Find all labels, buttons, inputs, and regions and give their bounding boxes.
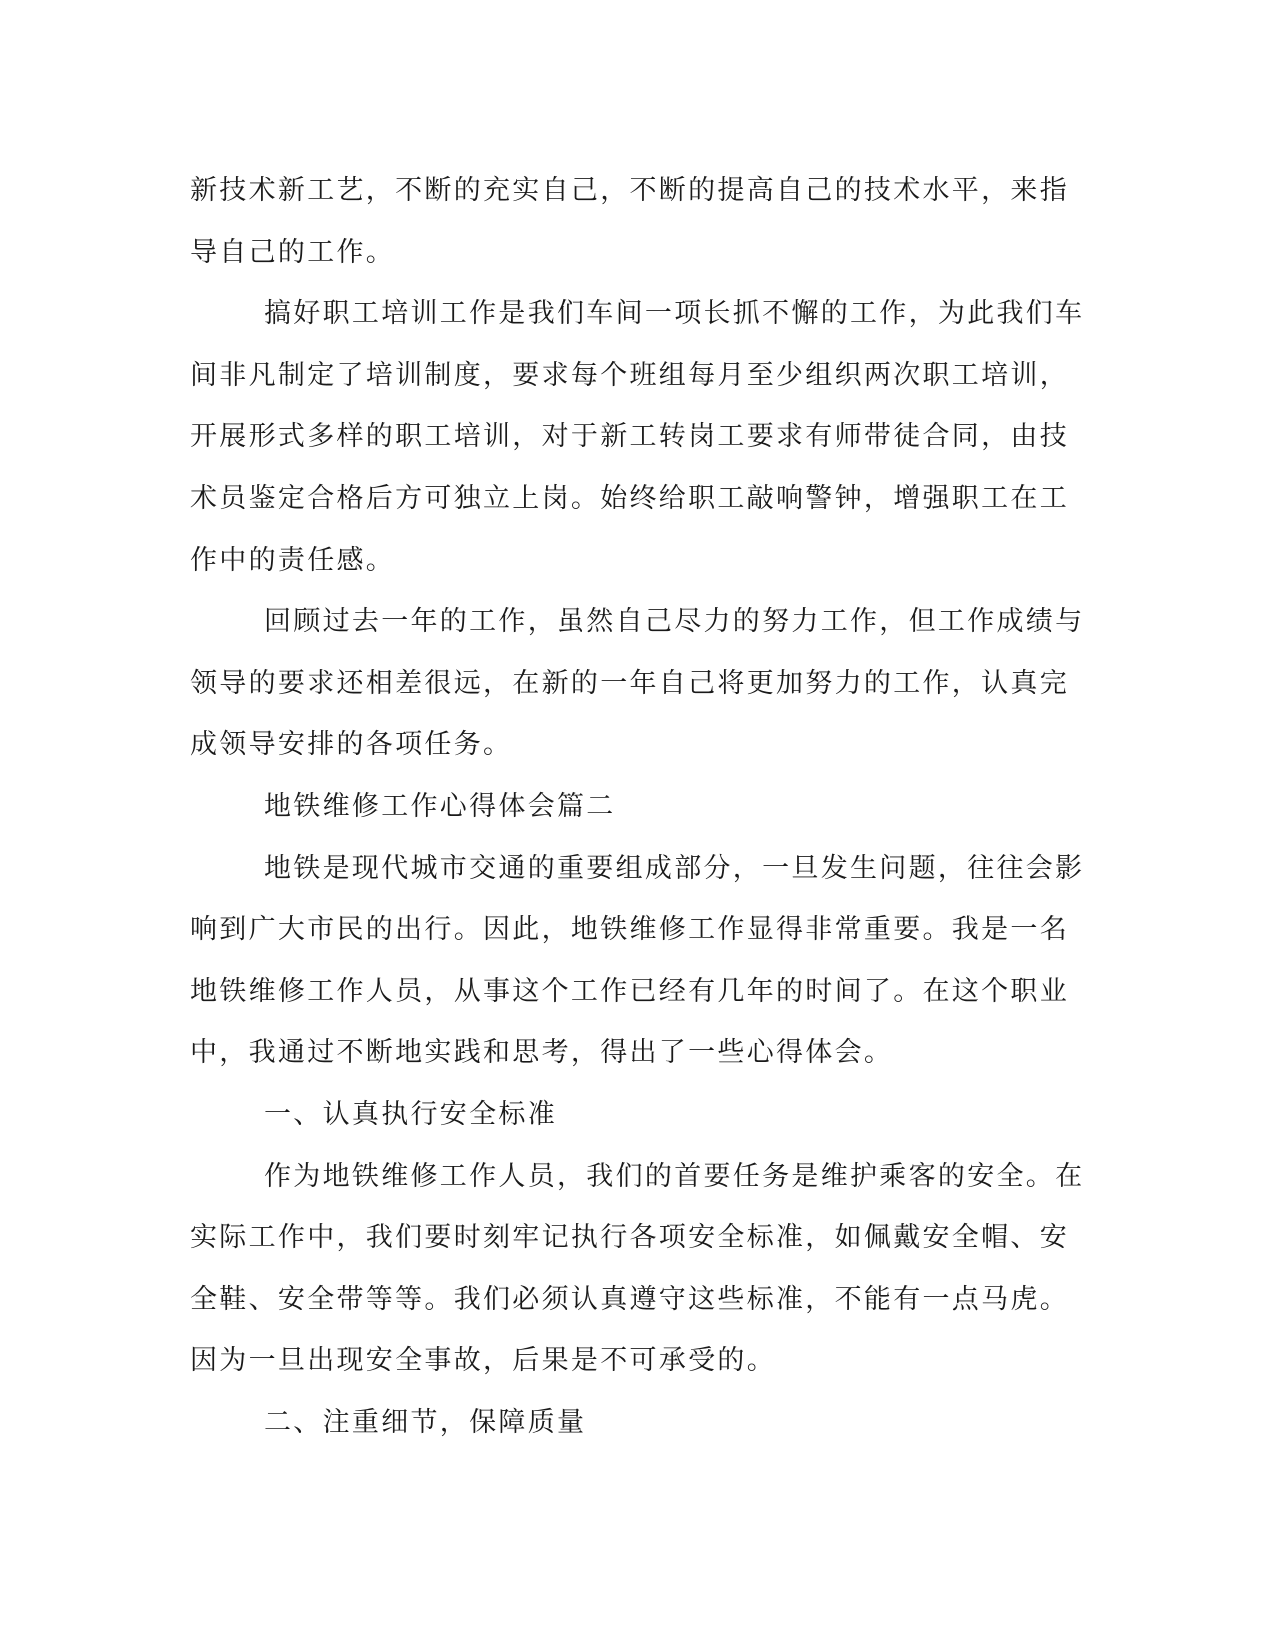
- document-body: [190, 160, 1085, 1453]
- text-line: 地铁维修工作人员，从事这个工作已经有几年的时间了。在这个职业: [190, 975, 1069, 1007]
- text-line: 作中的责任感。: [190, 544, 396, 576]
- section-heading: 一、认真执行安全标准: [264, 1098, 557, 1130]
- text-line: 中，我通过不断地实践和思考，得出了一些心得体会。: [190, 1037, 894, 1069]
- text-line: 响到广大市民的出行。因此，地铁维修工作显得非常重要。我是一名: [190, 914, 1069, 946]
- paragraph-first-line: 搞好职工培训工作是我们车间一项长抓不懈的工作，为此我们车: [264, 298, 1085, 330]
- text-line: 领导的要求还相差很远，在新的一年自己将更加努力的工作，认真完: [190, 667, 1069, 699]
- text-line: 术员鉴定合格后方可独立上岗。始终给职工敲响警钟，增强职工在工: [190, 482, 1069, 514]
- text-line: 导自己的工作。: [190, 236, 396, 268]
- text-line: 成领导安排的各项任务。: [190, 729, 513, 761]
- paragraph-first-line: 地铁是现代城市交通的重要组成部分，一旦发生问题，往往会影: [264, 852, 1085, 884]
- section-heading: 二、注重细节，保障质量: [264, 1406, 587, 1438]
- text-line: 实际工作中，我们要时刻牢记执行各项安全标准，如佩戴安全帽、安: [190, 1222, 1069, 1254]
- paragraph-first-line: 回顾过去一年的工作，虽然自己尽力的努力工作，但工作成绩与: [264, 606, 1085, 638]
- text-line: 全鞋、安全带等等。我们必须认真遵守这些标准，不能有一点马虎。: [190, 1283, 1069, 1315]
- paragraph-first-line: 作为地铁维修工作人员，我们的首要任务是维护乘客的安全。在: [264, 1160, 1085, 1192]
- text-line: 因为一旦出现安全事故，后果是不可承受的。: [190, 1345, 776, 1377]
- text-line: 间非凡制定了培训制度，要求每个班组每月至少组织两次职工培训，: [190, 359, 1069, 391]
- text-line: 开展形式多样的职工培训，对于新工转岗工要求有师带徒合同，由技: [190, 421, 1069, 453]
- text-line: 新技术新工艺，不断的充实自己，不断的提高自己的技术水平，来指: [190, 175, 1069, 206]
- section-title: 地铁维修工作心得体会篇二: [264, 790, 616, 822]
